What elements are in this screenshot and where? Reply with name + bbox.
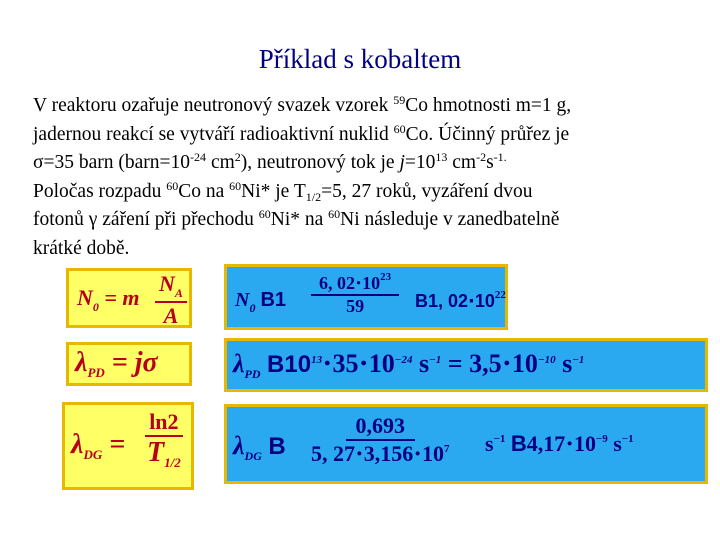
text-line-2: jadernou reakcí se vytváří radioaktivní nuklid $^{60}$Co. Účinný průřez je <box>33 121 570 145</box>
text-line-4: Poločas rozpadu $^{60}$Co na $^{60}$Ni* je $T_{1/2}=5$, 27 roků, vyzáření dvou <box>33 178 533 204</box>
text-line-6: krátké době. <box>33 237 130 259</box>
formula-lambda-pd-box: $\lambda_{PD} = j\sigma$ <box>66 342 192 386</box>
result-n0-box: $N_0$ B1 $\frac{6, 02\cdot 10^{23}}{59}$ B1, $02\cdot 10^{22}$ <box>224 264 508 330</box>
text-line-5: fotonů γ záření při přechodu $^{60}$Ni* na $^{60}$Ni následuje v zanedbatelně <box>33 207 560 230</box>
formula-lambda-dg-box: $\lambda_{DG}$ = $\frac{\ln 2}{T_{1/2}}$ <box>62 402 194 490</box>
formula-n0-box: $N_0 = m$ $\frac{N_A}{A}$ <box>66 268 192 328</box>
problem-text <box>33 92 688 263</box>
result-lambda-dg-box: $\lambda_{DG}$ B $\frac{0,693}{5, 27\cdot 3,156\cdot 10^7}$ $s^{-1}$ $B4,17\cdot 10^{-9}$ $s^{-1}$ <box>224 404 708 484</box>
slide-title: Příklad s kobaltem <box>258 44 462 74</box>
text-line-1: V reaktoru ozařuje neutronový svazek vzorek $^{59}$Co hmotnosti m=1 g, <box>33 93 572 116</box>
text-line-3: σ=35 barn ($barn=10^{-24}$ $cm^2$), neutronový tok je $j=10^{13}$ $cm^{-2}s^{-1.}$ <box>33 150 507 173</box>
result-lambda-pd-box: $\lambda_{PD}$ $B10^{13}\cdot 35\cdot 10^{-24}$ $s^{-1} = 3,5\cdot 10^{-10}$ $s^{-1}$ <box>224 338 708 392</box>
